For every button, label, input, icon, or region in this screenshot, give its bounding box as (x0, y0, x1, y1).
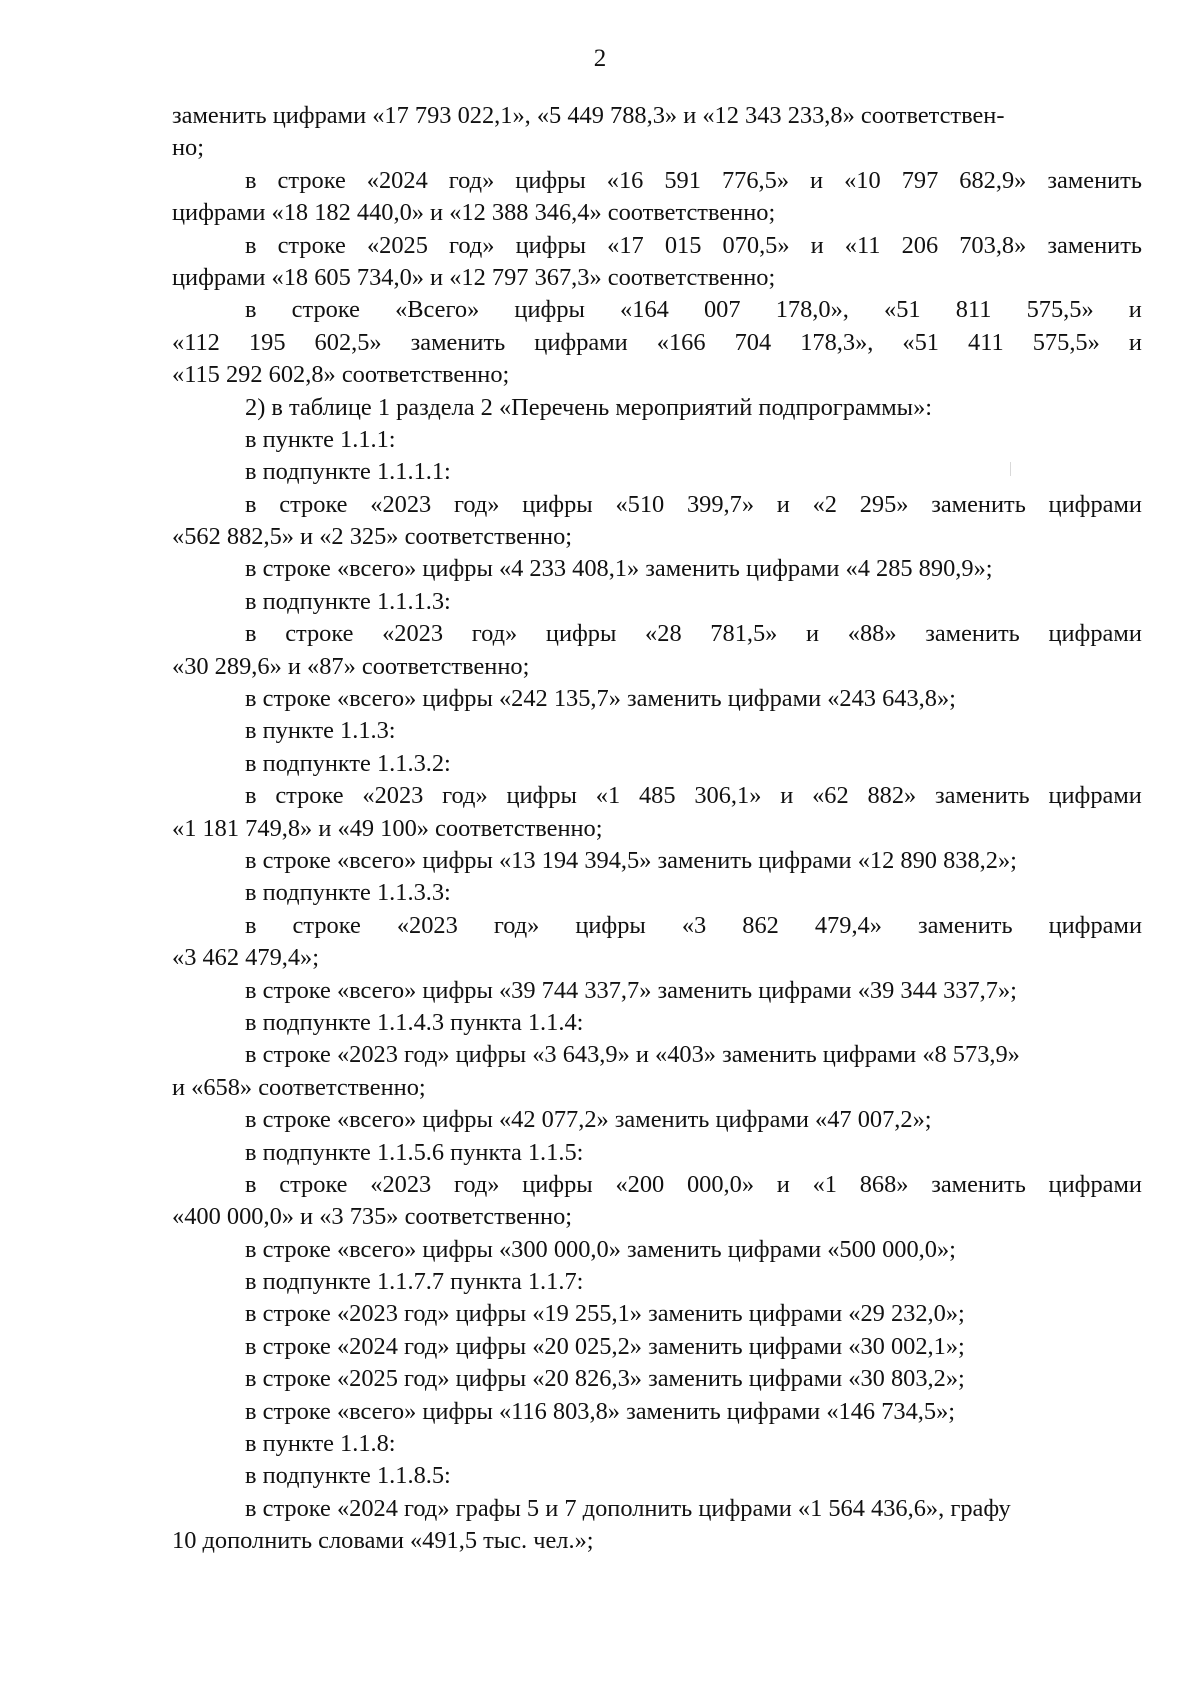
text-line: «3 462 479,4»; (172, 944, 320, 972)
text-line: в строке «2023 год» цифры «200 000,0» и «1 868» заменить цифрами (245, 1170, 1142, 1198)
text-line: в строке «всего» цифры «116 803,8» заменить цифрами «146 734,5»; (245, 1397, 956, 1425)
text-line: в подпункте 1.1.1.1: (245, 458, 451, 486)
text-line: в строке «2025 год» цифры «17 015 070,5» и «11 206 703,8» заменить (245, 231, 1142, 259)
text-line: в строке «2024 год» цифры «16 591 776,5» и «10 797 682,9» заменить (245, 166, 1142, 194)
text-line: в подпункте 1.1.4.3 пункта 1.1.4: (245, 1008, 584, 1036)
text-line: в подпункте 1.1.1.3: (245, 587, 451, 615)
text-line: «562 882,5» и «2 325» соответственно; (172, 523, 573, 551)
text-line: в пункте 1.1.3: (245, 717, 396, 745)
text-line: «112 195 602,5» заменить цифрами «166 704 178,3», «51 411 575,5» и (172, 328, 1142, 356)
text-line: в пункте 1.1.1: (245, 425, 396, 453)
text-line: «115 292 602,8» соответственно; (172, 361, 510, 389)
text-line: в строке «2023 год» цифры «1 485 306,1» и «62 882» заменить цифрами (245, 782, 1142, 810)
text-line: в строке «2023 год» цифры «3 643,9» и «403» заменить цифрами «8 573,9» (245, 1041, 1020, 1069)
text-line: в строке «всего» цифры «300 000,0» заменить цифрами «500 000,0»; (245, 1235, 956, 1263)
text-line: 10 дополнить словами «491,5 тыс. чел.»; (172, 1527, 594, 1555)
text-line: «1 181 749,8» и «49 100» соответственно; (172, 814, 603, 842)
text-line: в строке «2025 год» цифры «20 826,3» заменить цифрами «30 803,2»; (245, 1365, 965, 1393)
text-line: в подпункте 1.1.5.6 пункта 1.1.5: (245, 1138, 584, 1166)
text-line: заменить цифрами «17 793 022,1», «5 449 788,3» и «12 343 233,8» соответствен- (172, 102, 1005, 129)
text-line: в строке «всего» цифры «42 077,2» заменить цифрами «47 007,2»; (245, 1106, 932, 1134)
text-line: в строке «2023 год» цифры «28 781,5» и «88» заменить цифрами (245, 620, 1142, 648)
text-line: в строке «2023 год» цифры «3 862 479,4» заменить цифрами (245, 911, 1142, 939)
text-line: в подпункте 1.1.8.5: (245, 1462, 451, 1490)
document-body (172, 100, 1142, 1558)
text-line: в строке «всего» цифры «39 744 337,7» заменить цифрами «39 344 337,7»; (245, 976, 1017, 1004)
text-line: в пункте 1.1.8: (245, 1430, 396, 1458)
text-line: «30 289,6» и «87» соответственно; (172, 652, 530, 680)
text-line: в строке «2024 год» цифры «20 025,2» заменить цифрами «30 002,1»; (245, 1332, 965, 1360)
text-line: в строке «всего» цифры «242 135,7» заменить цифрами «243 643,8»; (245, 685, 956, 713)
text-line: в подпункте 1.1.3.3: (245, 879, 451, 907)
text-line: в строке «2024 год» графы 5 и 7 дополнить цифрами «1 564 436,6», графу (245, 1494, 1011, 1522)
text-line: в строке «Всего» цифры «164 007 178,0», «51 811 575,5» и (245, 296, 1142, 324)
text-line: но; (172, 134, 205, 162)
text-line: в строке «всего» цифры «4 233 408,1» заменить цифрами «4 285 890,9»; (245, 555, 993, 583)
text-line: в строке «2023 год» цифры «19 255,1» заменить цифрами «29 232,0»; (245, 1300, 965, 1328)
scan-speck (1010, 462, 1011, 476)
text-line: 2) в таблице 1 раздела 2 «Перечень мероприятий подпрограммы»: (245, 393, 933, 421)
text-line: цифрами «18 605 734,0» и «12 797 367,3» соответственно; (172, 263, 776, 291)
text-line: в подпункте 1.1.3.2: (245, 749, 451, 777)
text-line: в подпункте 1.1.7.7 пункта 1.1.7: (245, 1268, 584, 1296)
text-line: «400 000,0» и «3 735» соответственно; (172, 1203, 573, 1231)
text-line: в строке «всего» цифры «13 194 394,5» заменить цифрами «12 890 838,2»; (245, 846, 1017, 874)
page-number: 2 (593, 45, 607, 72)
text-line: цифрами «18 182 440,0» и «12 388 346,4» соответственно; (172, 199, 776, 227)
text-line: и «658» соответственно; (172, 1073, 426, 1101)
text-line: в строке «2023 год» цифры «510 399,7» и «2 295» заменить цифрами (245, 490, 1142, 518)
